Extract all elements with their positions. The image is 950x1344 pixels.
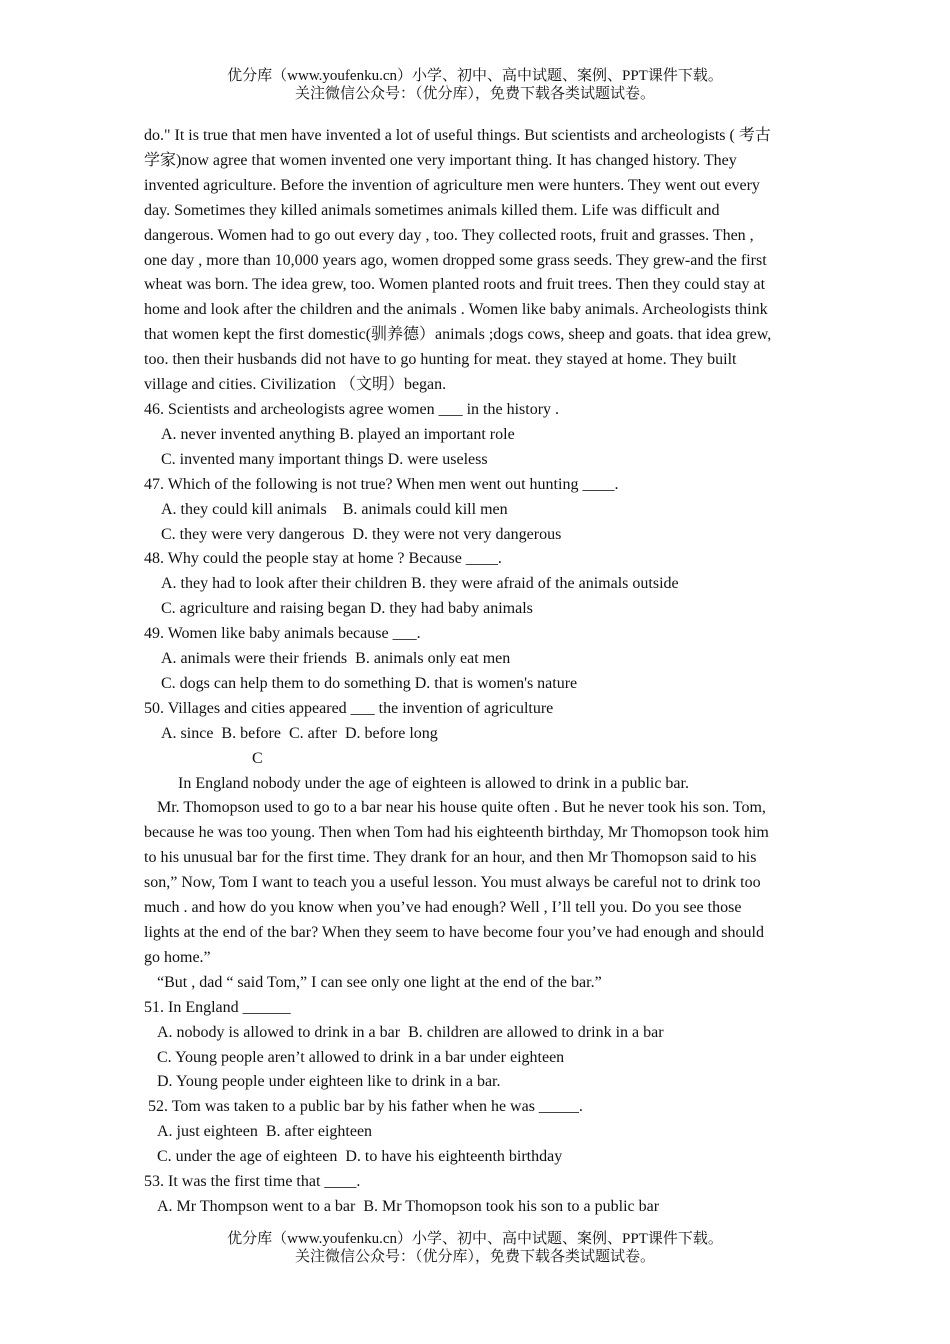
question-text: 50. Villages and cities appeared ___ the invention of agriculture — [144, 699, 554, 717]
question-52 — [144, 1095, 804, 1170]
page-footer — [0, 1230, 950, 1266]
document-body — [144, 124, 804, 1220]
passage-line: to his unusual bar for the first time. They drank for an hour, and then Mr Thomopson said to his — [144, 849, 757, 867]
passage-c — [144, 772, 804, 996]
question-option: D. Young people under eighteen like to drink in a bar. — [157, 1073, 501, 1091]
passage-line: 学家)now agree that women invented one very important thing. It has changed history. They — [144, 151, 737, 169]
header-line-2: 关注微信公众号：（优分库），免费下载各类试题试卷。 — [294, 86, 655, 102]
passage-b — [144, 124, 804, 398]
question-46 — [144, 398, 804, 473]
passage-line: village and cities. Civilization （文明）began. — [144, 376, 447, 394]
passage-line: do." It is true that men have invented a lot of useful things. But scientists and archeologists ( 考古 — [144, 127, 771, 144]
question-text: 48. Why could the people stay at home ? Because ____. — [144, 550, 502, 568]
footer-line-1: 优分库（www.youfenku.cn）小学、初中、高中试题、案例、PPT课件下载。 — [227, 1231, 723, 1247]
question-text: 46. Scientists and archeologists agree women ___ in the history . — [144, 400, 560, 418]
question-option: A. animals were their friends B. animals only eat men — [161, 650, 511, 668]
question-option: A. since B. before C. after D. before long — [161, 724, 438, 742]
footer-line-2: 关注微信公众号：（优分库），免费下载各类试题试卷。 — [294, 1249, 655, 1265]
question-option: A. nobody is allowed to drink in a bar B. children are allowed to drink in a bar — [157, 1023, 664, 1041]
question-option: A. just eighteen B. after eighteen — [157, 1123, 373, 1141]
passage-line: home and look after the children and the animals . Women like baby animals. Archeologists think — [144, 301, 768, 319]
question-text: 53. It was the first time that ____. — [144, 1173, 361, 1191]
passage-intro: In England nobody under the age of eighteen is allowed to drink in a public bar. — [178, 774, 689, 792]
passage-line: invented agriculture. Before the invention of agriculture men were hunters. They went out every — [144, 176, 760, 194]
passage-line: dangerous. Women had to go out every day , too. They collected roots, fruit and grasses. Then , — [144, 226, 754, 244]
question-51 — [144, 996, 804, 1096]
question-option: C. agriculture and raising began D. they had baby animals — [161, 600, 533, 618]
question-text: 51. In England ______ — [144, 998, 291, 1016]
passage-line: because he was too young. Then when Tom had his eighteenth birthday, Mr Thomopson took him — [144, 824, 769, 842]
question-option: A. Mr Thompson went to a bar B. Mr Thomopson took his son to a public bar — [157, 1197, 660, 1215]
question-option: C. dogs can help them to do something D. that is women's nature — [161, 674, 578, 692]
question-option: A. never invented anything B. played an important role — [161, 425, 515, 443]
header-line-1: 优分库（www.youfenku.cn）小学、初中、高中试题、案例、PPT课件下载。 — [227, 68, 723, 84]
passage-line: wheat was born. The idea grew, too. Women planted roots and fruit trees. Then they could stay at — [144, 276, 766, 294]
passage-line: too. then their husbands did not have to go hunting for meat. they stayed at home. They built — [144, 351, 737, 369]
question-text: 49. Women like baby animals because ___. — [144, 625, 421, 643]
question-option: C. under the age of eighteen D. to have his eighteenth birthday — [157, 1148, 563, 1166]
passage-line: lights at the end of the bar? When they seem to have become four you’ve had enough and should — [144, 924, 764, 941]
question-option: C. Young people aren’t allowed to drink in a bar under eighteen — [157, 1048, 565, 1066]
question-text: 52. Tom was taken to a public bar by his father when he was _____. — [148, 1098, 583, 1116]
question-option: C. invented many important things D. were useless — [161, 450, 488, 468]
passage-line: much . and how do you know when you’ve had enough? Well , I’ll tell you. Do you see those — [144, 899, 742, 917]
question-option: A. they could kill animals B. animals could kill men — [161, 500, 508, 518]
passage-line: day. Sometimes they killed animals sometimes animals killed them. Life was difficult and — [144, 201, 720, 219]
question-49 — [144, 622, 804, 697]
passage-line: Mr. Thomopson used to go to a bar near his house quite often . But he never took his son. Tom, — [157, 799, 766, 817]
section-c-label: C — [252, 749, 263, 767]
page-header — [0, 67, 950, 103]
question-option: A. they had to look after their children B. they were afraid of the animals outside — [161, 575, 679, 593]
question-48 — [144, 547, 804, 622]
question-text: 47. Which of the following is not true? When men went out hunting ____. — [144, 475, 619, 493]
question-option: C. they were very dangerous D. they were not very dangerous — [161, 525, 562, 543]
passage-line: go home.” — [144, 948, 211, 966]
passage-line: “But , dad “ said Tom,” I can see only one light at the end of the bar.” — [157, 973, 602, 991]
question-50 — [144, 697, 804, 747]
question-47 — [144, 473, 804, 548]
question-53 — [144, 1170, 804, 1220]
passage-line: that women kept the first domestic(驯养德）animals ;dogs cows, sheep and goats. that idea grew, — [144, 326, 772, 344]
passage-line: one day , more than 10,000 years ago, women dropped some grass seeds. They grew-and the first — [144, 251, 767, 269]
passage-line: son,” Now, Tom I want to teach you a useful lesson. You must always be careful not to drink too — [144, 874, 761, 892]
